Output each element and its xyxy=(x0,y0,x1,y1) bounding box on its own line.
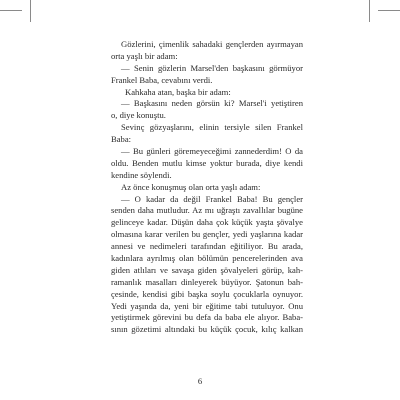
crop-mark-top-right-horizontal xyxy=(378,10,400,11)
text-line: orta yaşlı bir adam: xyxy=(111,50,178,61)
text-line: gelinceye kadar. Düşün daha çok küçük yaşta şövalye xyxy=(111,217,303,228)
text-line: kadınlara ayrılmış olan bölümün pencerelerinden ava xyxy=(111,253,303,264)
text-line: Frankel Baba, cevabını verdi. xyxy=(111,74,213,85)
crop-mark-top-right-vertical xyxy=(369,0,370,22)
text-line: sının gözetimi altındaki bu küçük çocuk, kılıç kalkan xyxy=(111,324,303,335)
text-line: Gözlerini, çimenlik sahadaki gençlerden ayırmayan xyxy=(121,39,303,49)
text-line: Sevinç gözyaşlarını, elinin tersiyle silen Frankel xyxy=(121,122,303,133)
text-line: — O kadar da değil Frankel Baba! Bu gençler xyxy=(121,193,303,204)
crop-mark-top-left-vertical xyxy=(30,0,31,22)
text-line: yetiştirmek görevini bu defa da baba ele alıyor. Baba- xyxy=(111,312,303,323)
text-line: çesinde, kendisi gibi başka soylu çocuklarla oynuyor. xyxy=(111,288,303,299)
body-text xyxy=(111,39,303,336)
text-line: senden daha mutludur. Az mı uğraştı zavallılar bugüne xyxy=(111,205,303,216)
text-line: oldu. Benden mutlu kimse yoktur burada, diye kendi xyxy=(111,157,303,168)
page-number: 6 xyxy=(197,376,203,386)
crop-mark-top-left-horizontal xyxy=(0,10,22,11)
text-line: kendine söylendi. xyxy=(111,169,172,180)
text-line: Yedi yaşında da, yeni bir eğitime tabi tutuluyor. Onu xyxy=(111,300,303,311)
text-line: Baba: xyxy=(111,134,132,145)
text-line: ramanlık masalları dinleyerek büyüyor. Şatonun bah- xyxy=(111,276,303,287)
text-line: annesi ve nedimeleri tarafından eğitiliyor. Bu arada, xyxy=(111,241,303,252)
text-line: — Başkasını neden görsün ki? Marsel'i yetiştiren xyxy=(121,98,303,109)
text-line: giden atlıları ve savaşa giden şövalyeleri görüp, kah- xyxy=(111,264,303,275)
text-line: o, diye konuştu. xyxy=(111,110,166,121)
text-line: — Bu günleri göremeyeceğimi zannederdim! O da xyxy=(121,146,303,157)
text-line: Az önce konuşmuş olan orta yaşlı adam: xyxy=(121,181,261,192)
text-line: Kahkaha atan, başka bir adam: xyxy=(125,86,231,97)
text-line: olmasına karar verilen bu gençler, yedi yaşlarına kadar xyxy=(111,229,303,240)
text-line: — Senin gözlerin Marsel'den başkasını görmüyor xyxy=(121,62,303,73)
